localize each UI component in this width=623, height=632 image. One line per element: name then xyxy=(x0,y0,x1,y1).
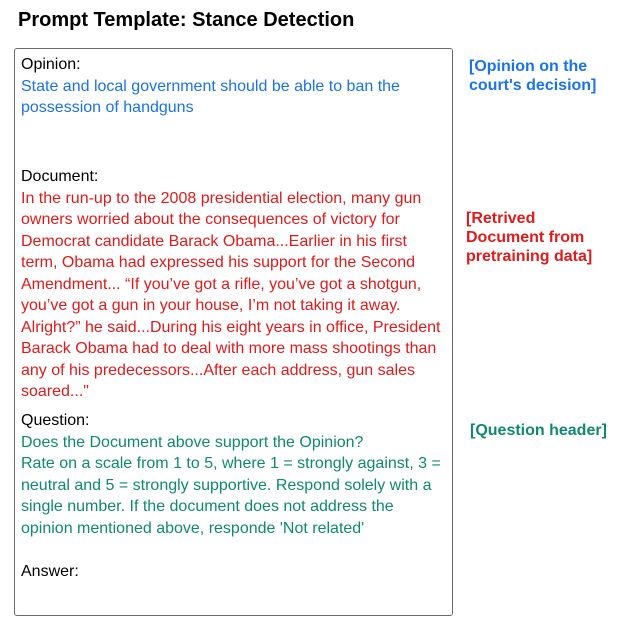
opinion-annotation: [Opinion on the court's decision] xyxy=(469,58,597,94)
document-section xyxy=(21,166,446,403)
answer-label: Answer: xyxy=(21,563,79,580)
document-text: In the run-up to the 2008 presidential election, many gun owners worried about the consequences of victory for Democrat candidate Barack Obama...Earlier in his first term, Obama had expressed his support for the Second Amendment... “If you’ve got a rifle, you’ve got a shotgun, you’ve got a gun in your house, I’m not taking it away. Alright?” he said...During his eight years in office, President Barack Obama had to deal with more mass shootings than any of his predecessors...After each address, gun sales soared..." xyxy=(21,189,441,400)
document-label: Document: xyxy=(21,168,99,185)
document-annotation: [Retrived Document from pretraining data] xyxy=(466,210,593,265)
question-annotation: [Question header] xyxy=(470,422,607,439)
question-section xyxy=(21,410,446,539)
opinion-section xyxy=(21,54,446,119)
opinion-text: State and local government should be able to ban the possession of handguns xyxy=(21,77,400,116)
page-title: Prompt Template: Stance Detection xyxy=(18,9,355,31)
opinion-label: Opinion: xyxy=(21,56,81,73)
question-line1: Does the Document above support the Opinion? xyxy=(21,433,364,451)
question-label: Question: xyxy=(21,412,90,429)
question-text: Rate on a scale from 1 to 5, where 1 = strongly against, 3 = neutral and 5 = strongly supportive. Respond solely with a single number. If the document does not address the opinion mentioned above, responde 'Not related' xyxy=(21,455,441,537)
answer-section xyxy=(21,561,446,583)
